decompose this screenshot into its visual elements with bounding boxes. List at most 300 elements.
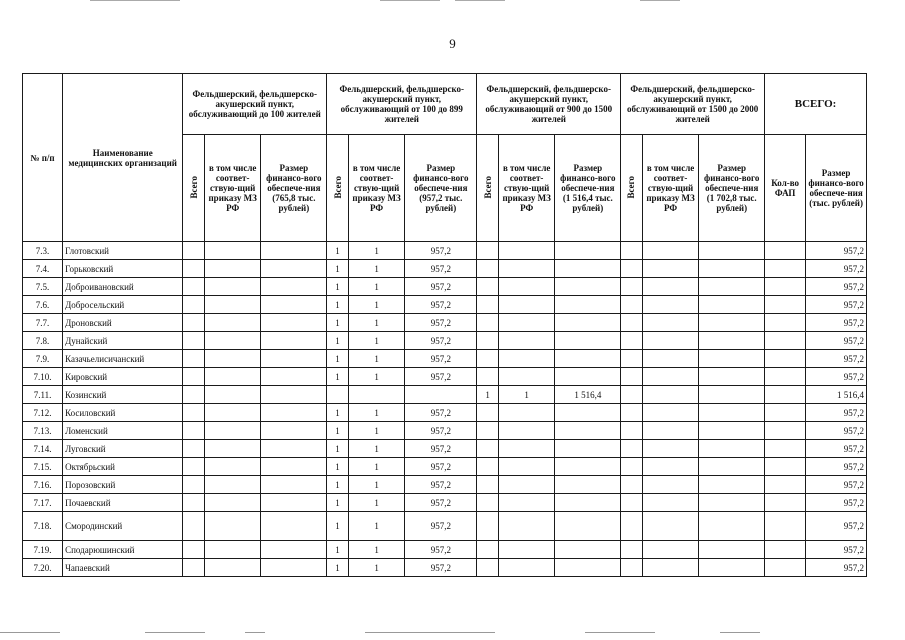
cell-g2-incl: 1 (348, 332, 405, 350)
cell-g3-fin (555, 332, 621, 350)
cell-g2-incl: 1 (348, 350, 405, 368)
cell-g2-total: 1 (327, 541, 349, 559)
cell-g3-total (477, 559, 499, 577)
cell-g2-fin: 957,2 (405, 260, 477, 278)
cell-name: Добросельский (63, 296, 183, 314)
table-row (23, 512, 867, 541)
bottom-scan-line (365, 632, 495, 633)
cell-empty (204, 350, 261, 368)
cell-empty (621, 242, 643, 260)
bottom-scan-line (245, 632, 265, 633)
cell-empty (621, 350, 643, 368)
cell-g3-total (477, 332, 499, 350)
cell-g2-incl: 1 (348, 404, 405, 422)
cell-empty (204, 296, 261, 314)
cell-empty (183, 512, 205, 541)
cell-g2-fin (405, 386, 477, 404)
cell-empty (642, 422, 699, 440)
cell-empty (261, 512, 327, 541)
cell-num: 7.3. (23, 242, 63, 260)
table-row (23, 476, 867, 494)
cell-empty (642, 512, 699, 541)
header-name: Наименование медицинских организаций (63, 74, 183, 242)
header-sub-fin: Размер финансо-вого обеспече-ния (957,2 тыс. рублей) (405, 135, 477, 242)
cell-empty (204, 559, 261, 577)
header-sub-total: Всего (332, 175, 343, 199)
header-sub-fin: Размер финансо-вого обеспече-ния (765,8 тыс. рублей) (261, 135, 327, 242)
cell-empty (621, 386, 643, 404)
cell-empty (621, 494, 643, 512)
cell-num: 7.9. (23, 350, 63, 368)
cell-num: 7.10. (23, 368, 63, 386)
cell-empty (765, 440, 806, 458)
cell-empty (183, 242, 205, 260)
cell-empty (699, 422, 765, 440)
cell-empty (183, 314, 205, 332)
cell-empty (621, 422, 643, 440)
cell-g2-fin: 957,2 (405, 440, 477, 458)
cell-g2-incl: 1 (348, 368, 405, 386)
cell-g2-fin: 957,2 (405, 512, 477, 541)
cell-empty (621, 476, 643, 494)
cell-empty (765, 404, 806, 422)
cell-empty (183, 440, 205, 458)
cell-g3-incl (498, 368, 555, 386)
header-group-4: Фельдшерский, фельдшерско-акушерский пункт, обслуживающий от 1500 до 2000 жителей (621, 74, 765, 135)
cell-g2-total: 1 (327, 368, 349, 386)
cell-empty (765, 386, 806, 404)
cell-empty (261, 314, 327, 332)
cell-empty (621, 404, 643, 422)
cell-g2-total: 1 (327, 494, 349, 512)
cell-empty (204, 278, 261, 296)
cell-empty (621, 278, 643, 296)
cell-name: Горьковский (63, 260, 183, 278)
cell-g3-fin (555, 278, 621, 296)
cell-empty (642, 541, 699, 559)
cell-empty (204, 494, 261, 512)
cell-empty (642, 458, 699, 476)
cell-empty (699, 368, 765, 386)
cell-g2-incl: 1 (348, 296, 405, 314)
cell-empty (183, 386, 205, 404)
cell-empty (699, 296, 765, 314)
cell-empty (642, 332, 699, 350)
table-row (23, 242, 867, 260)
cell-g3-fin (555, 314, 621, 332)
cell-g2-total: 1 (327, 332, 349, 350)
table-row (23, 422, 867, 440)
cell-empty (699, 278, 765, 296)
cell-g2-total: 1 (327, 260, 349, 278)
cell-empty (621, 296, 643, 314)
cell-empty (261, 296, 327, 314)
cell-total-fin: 957,2 (806, 278, 867, 296)
cell-g3-incl (498, 278, 555, 296)
cell-g3-fin (555, 296, 621, 314)
cell-g2-incl: 1 (348, 458, 405, 476)
cell-empty (765, 368, 806, 386)
cell-empty (642, 559, 699, 577)
cell-g3-total (477, 314, 499, 332)
cell-total-fin: 957,2 (806, 458, 867, 476)
header-sub-total: Всего (188, 175, 199, 199)
cell-g3-fin (555, 494, 621, 512)
cell-empty (204, 386, 261, 404)
cell-g2-total: 1 (327, 422, 349, 440)
cell-empty (642, 476, 699, 494)
cell-g3-total (477, 260, 499, 278)
cell-g3-fin (555, 242, 621, 260)
cell-g3-fin (555, 260, 621, 278)
cell-num: 7.4. (23, 260, 63, 278)
cell-empty (699, 260, 765, 278)
cell-name: Доброивановский (63, 278, 183, 296)
cell-g2-incl (348, 386, 405, 404)
cell-g2-fin: 957,2 (405, 422, 477, 440)
cell-empty (765, 296, 806, 314)
cell-empty (699, 494, 765, 512)
cell-empty (699, 386, 765, 404)
table-row (23, 559, 867, 577)
cell-num: 7.5. (23, 278, 63, 296)
cell-total-fin: 957,2 (806, 559, 867, 577)
cell-total-fin: 957,2 (806, 440, 867, 458)
cell-empty (183, 296, 205, 314)
cell-g2-total: 1 (327, 440, 349, 458)
cell-empty (621, 458, 643, 476)
cell-empty (765, 350, 806, 368)
cell-g3-total (477, 422, 499, 440)
cell-empty (699, 440, 765, 458)
table-row (23, 541, 867, 559)
table-row (23, 494, 867, 512)
cell-total-fin: 957,2 (806, 350, 867, 368)
cell-empty (642, 296, 699, 314)
cell-empty (261, 278, 327, 296)
top-scan-line (640, 0, 680, 1)
header-sub-total: Всего (482, 175, 493, 199)
cell-total-fin: 957,2 (806, 422, 867, 440)
cell-name: Кировский (63, 368, 183, 386)
table-row (23, 278, 867, 296)
table-row (23, 332, 867, 350)
cell-empty (204, 512, 261, 541)
cell-empty (183, 350, 205, 368)
cell-g2-incl: 1 (348, 314, 405, 332)
cell-empty (183, 404, 205, 422)
cell-total-fin: 957,2 (806, 314, 867, 332)
cell-empty (261, 260, 327, 278)
cell-g3-incl (498, 559, 555, 577)
cell-empty (765, 422, 806, 440)
cell-empty (261, 440, 327, 458)
cell-empty (261, 350, 327, 368)
header-num: № п/п (23, 74, 63, 242)
cell-g3-incl (498, 404, 555, 422)
cell-empty (204, 260, 261, 278)
cell-total-fin: 957,2 (806, 260, 867, 278)
cell-empty (621, 541, 643, 559)
cell-g3-incl (498, 242, 555, 260)
bottom-scan-line (145, 632, 205, 633)
cell-empty (621, 559, 643, 577)
cell-empty (699, 350, 765, 368)
cell-g3-incl (498, 422, 555, 440)
cell-empty (765, 242, 806, 260)
header-group-3: Фельдшерский, фельдшерско-акушерский пункт, обслуживающий от 900 до 1500 жителей (477, 74, 621, 135)
cell-name: Ломенский (63, 422, 183, 440)
cell-g2-fin: 957,2 (405, 559, 477, 577)
table-row (23, 404, 867, 422)
cell-g3-incl (498, 314, 555, 332)
cell-g3-total (477, 296, 499, 314)
cell-g2-fin: 957,2 (405, 368, 477, 386)
cell-g3-total (477, 512, 499, 541)
cell-g2-incl: 1 (348, 278, 405, 296)
cell-empty (699, 476, 765, 494)
page-number: 9 (449, 36, 456, 51)
cell-empty (699, 559, 765, 577)
facilities-table (22, 73, 867, 577)
cell-empty (642, 440, 699, 458)
cell-g2-incl: 1 (348, 260, 405, 278)
cell-num: 7.16. (23, 476, 63, 494)
cell-g3-fin (555, 559, 621, 577)
table-row (23, 296, 867, 314)
top-scan-line (455, 0, 505, 1)
table-row (23, 440, 867, 458)
cell-g2-fin: 957,2 (405, 350, 477, 368)
cell-empty (642, 494, 699, 512)
cell-g3-total (477, 458, 499, 476)
cell-g3-incl (498, 541, 555, 559)
bottom-scan-line (585, 632, 655, 633)
cell-g2-total: 1 (327, 512, 349, 541)
bottom-scan-line (0, 632, 60, 633)
cell-empty (183, 541, 205, 559)
header-sub-incl: в том числе соответ-ствую-щий приказу МЗ РФ (498, 135, 555, 242)
table-row (23, 350, 867, 368)
cell-g3-fin (555, 541, 621, 559)
cell-empty (765, 512, 806, 541)
cell-g3-total (477, 541, 499, 559)
cell-num: 7.6. (23, 296, 63, 314)
table-row (23, 368, 867, 386)
cell-num: 7.7. (23, 314, 63, 332)
cell-g2-incl: 1 (348, 541, 405, 559)
cell-g2-incl: 1 (348, 512, 405, 541)
cell-empty (204, 332, 261, 350)
cell-g3-incl (498, 260, 555, 278)
cell-num: 7.17. (23, 494, 63, 512)
cell-empty (204, 314, 261, 332)
cell-empty (204, 476, 261, 494)
cell-empty (183, 476, 205, 494)
cell-total-fin: 957,2 (806, 541, 867, 559)
cell-g2-total: 1 (327, 458, 349, 476)
cell-empty (765, 260, 806, 278)
cell-g3-total (477, 278, 499, 296)
cell-g2-total: 1 (327, 242, 349, 260)
cell-num: 7.13. (23, 422, 63, 440)
cell-g2-incl: 1 (348, 476, 405, 494)
cell-empty (642, 404, 699, 422)
cell-g3-fin (555, 422, 621, 440)
cell-g3-incl (498, 350, 555, 368)
cell-empty (261, 494, 327, 512)
cell-empty (621, 332, 643, 350)
cell-g3-incl (498, 332, 555, 350)
cell-total-fin: 957,2 (806, 512, 867, 541)
cell-g2-total: 1 (327, 350, 349, 368)
cell-empty (699, 541, 765, 559)
cell-empty (765, 476, 806, 494)
cell-g2-fin: 957,2 (405, 242, 477, 260)
cell-g2-fin: 957,2 (405, 278, 477, 296)
cell-name: Косиловский (63, 404, 183, 422)
cell-empty (261, 476, 327, 494)
cell-g3-total (477, 404, 499, 422)
cell-g3-fin (555, 404, 621, 422)
cell-name: Чапаевский (63, 559, 183, 577)
cell-g2-incl: 1 (348, 242, 405, 260)
cell-g2-incl: 1 (348, 440, 405, 458)
header-group-1: Фельдшерский, фельдшерско-акушерский пункт, обслуживающий до 100 жителей (183, 74, 327, 135)
cell-empty (699, 314, 765, 332)
cell-empty (183, 368, 205, 386)
cell-empty (621, 260, 643, 278)
cell-empty (699, 512, 765, 541)
cell-total-fin: 957,2 (806, 494, 867, 512)
cell-empty (699, 458, 765, 476)
bottom-scan-line (720, 632, 760, 633)
cell-g2-total: 1 (327, 476, 349, 494)
cell-g3-fin (555, 458, 621, 476)
table-row (23, 314, 867, 332)
cell-num: 7.19. (23, 541, 63, 559)
cell-name: Смородинский (63, 512, 183, 541)
cell-g3-total (477, 350, 499, 368)
cell-g3-fin (555, 368, 621, 386)
header-total-count: Кол-во ФАП (765, 135, 806, 242)
cell-empty (699, 332, 765, 350)
cell-total-fin: 957,2 (806, 368, 867, 386)
header-sub-fin: Размер финансо-вого обеспече-ния (1 516,4 тыс. рублей) (555, 135, 621, 242)
header-sub-incl: в том числе соответ-ствую-щий приказу МЗ РФ (642, 135, 699, 242)
cell-empty (183, 559, 205, 577)
cell-empty (261, 559, 327, 577)
cell-g3-incl (498, 494, 555, 512)
cell-total-fin: 957,2 (806, 332, 867, 350)
header-sub-total: Всего (626, 175, 637, 199)
cell-empty (183, 260, 205, 278)
cell-name: Луговский (63, 440, 183, 458)
cell-empty (765, 541, 806, 559)
header-group-2: Фельдшерский, фельдшерско-акушерский пункт, обслуживающий от 100 до 899 жителей (327, 74, 477, 135)
cell-num: 7.20. (23, 559, 63, 577)
cell-name: Козинский (63, 386, 183, 404)
cell-empty (261, 242, 327, 260)
cell-empty (183, 278, 205, 296)
cell-g2-fin: 957,2 (405, 314, 477, 332)
cell-g2-total: 1 (327, 559, 349, 577)
cell-g2-fin: 957,2 (405, 404, 477, 422)
cell-empty (261, 404, 327, 422)
cell-g2-total: 1 (327, 404, 349, 422)
cell-empty (204, 422, 261, 440)
cell-g3-total (477, 494, 499, 512)
cell-num: 7.15. (23, 458, 63, 476)
cell-total-fin: 1 516,4 (806, 386, 867, 404)
cell-g3-fin (555, 350, 621, 368)
cell-total-fin: 957,2 (806, 476, 867, 494)
cell-empty (642, 368, 699, 386)
cell-empty (204, 541, 261, 559)
cell-empty (642, 278, 699, 296)
cell-g3-fin (555, 476, 621, 494)
cell-empty (765, 314, 806, 332)
cell-empty (204, 404, 261, 422)
cell-g2-fin: 957,2 (405, 494, 477, 512)
header-group-total: ВСЕГО: (765, 74, 867, 135)
cell-empty (183, 422, 205, 440)
cell-name: Дроновский (63, 314, 183, 332)
cell-empty (261, 332, 327, 350)
header-sub-fin: Размер финансо-вого обеспече-ния (1 702,8 тыс. рублей) (699, 135, 765, 242)
cell-name: Сподарюшинский (63, 541, 183, 559)
cell-g2-fin: 957,2 (405, 296, 477, 314)
cell-total-fin: 957,2 (806, 242, 867, 260)
cell-g3-fin (555, 440, 621, 458)
cell-g3-incl (498, 476, 555, 494)
cell-g2-total: 1 (327, 296, 349, 314)
cell-empty (204, 440, 261, 458)
cell-empty (699, 404, 765, 422)
cell-total-fin: 957,2 (806, 296, 867, 314)
cell-empty (765, 332, 806, 350)
cell-empty (204, 242, 261, 260)
header-sub-incl: в том числе соответ-ствую-щий приказу МЗ РФ (348, 135, 405, 242)
cell-num: 7.12. (23, 404, 63, 422)
cell-g3-incl (498, 440, 555, 458)
cell-empty (765, 278, 806, 296)
cell-g2-incl: 1 (348, 559, 405, 577)
cell-g3-incl (498, 512, 555, 541)
cell-g2-total: 1 (327, 314, 349, 332)
cell-g3-total (477, 368, 499, 386)
cell-name: Октябрьский (63, 458, 183, 476)
cell-name: Порозовский (63, 476, 183, 494)
header-sub-incl: в том числе соответ-ствую-щий приказу МЗ РФ (204, 135, 261, 242)
cell-empty (261, 422, 327, 440)
cell-empty (699, 242, 765, 260)
cell-empty (204, 458, 261, 476)
top-scan-line (380, 0, 440, 1)
cell-g3-total (477, 440, 499, 458)
cell-total-fin: 957,2 (806, 404, 867, 422)
cell-empty (621, 440, 643, 458)
cell-empty (183, 458, 205, 476)
cell-g3-incl (498, 458, 555, 476)
table-row (23, 260, 867, 278)
cell-g2-incl: 1 (348, 494, 405, 512)
cell-g3-total: 1 (477, 386, 499, 404)
cell-g2-incl: 1 (348, 422, 405, 440)
cell-name: Почаевский (63, 494, 183, 512)
cell-empty (765, 494, 806, 512)
table-row (23, 386, 867, 404)
